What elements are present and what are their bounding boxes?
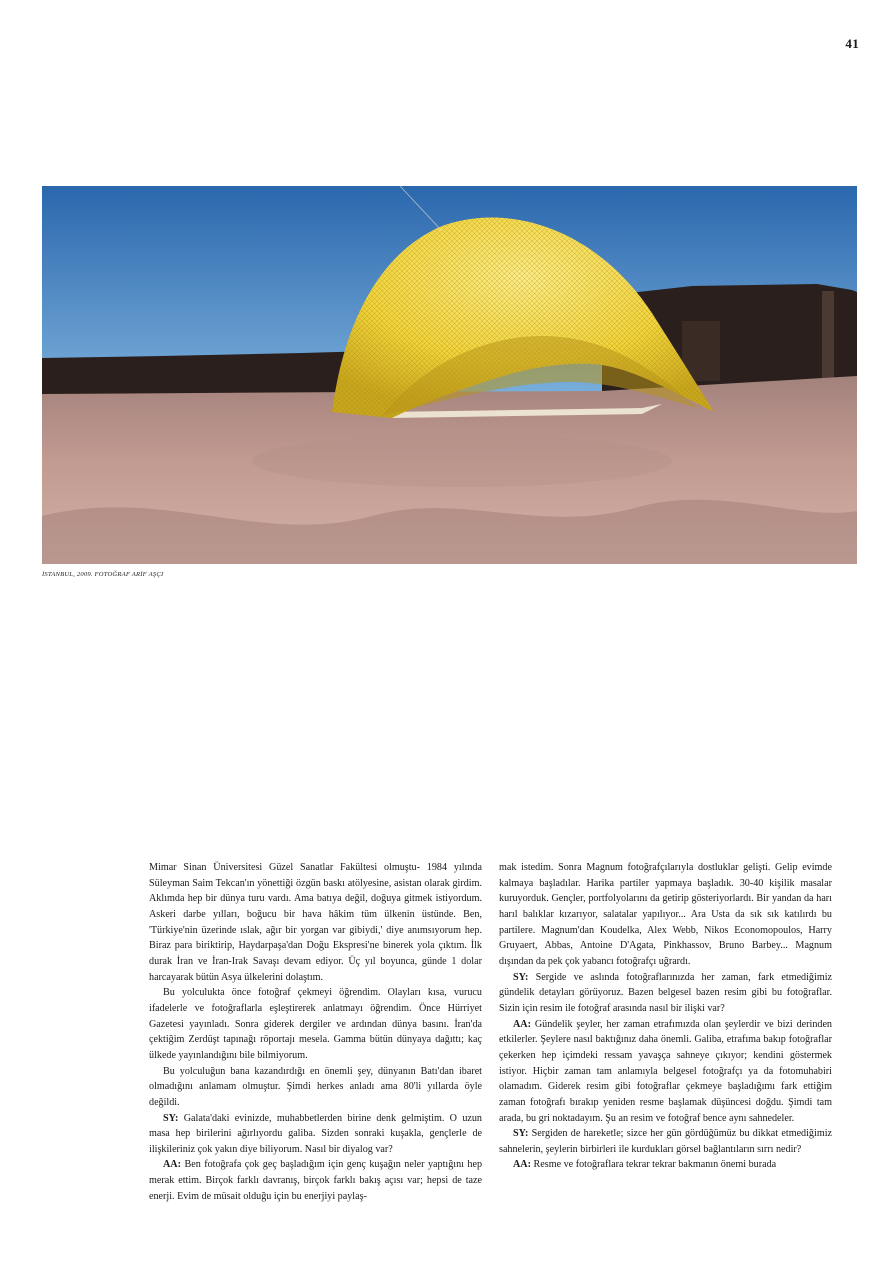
speaker-label: SY: — [513, 1128, 529, 1140]
paragraph — [149, 1111, 482, 1158]
page-number: 41 — [845, 36, 859, 51]
paragraph-text: Sergide ve aslında fotoğraflarınızda her zaman, fark etmediğimiz gündelik detayları görüyoruz. Bazen belgesel bazen resim gibi bu fotoğraflar. Sizin için resim ile fotoğraf arasında nasıl bir ilişki var? — [499, 971, 832, 1014]
paragraph-text: Gündelik şeyler, her zaman etrafımızda olan şeylerdir ve bizi derinden etkilerler. Şeylere nasıl baktığınız daha önemli. Galiba, etrafıma bakıp fotoğraflar çekerken hep içimdeki ressam yavaşça sahneye çıkıyor; kendini göstermek istiyor. Hiçbir zaman tam anlamıyla belgesel fotoğrafçı ya da fotomuhabiri olamadım. Giderek resim gibi fotoğraflar çekmeye başladığımı fark ettiğim zaman fotoğrafı bırakıp yeniden resme başlamak düşüncesi doğdu. Şimdi tam arada, bu gri noktadayım. Şu an resim ve fotoğraf bence aynı sahnedeler. — [499, 1018, 832, 1124]
paragraph-text: Galata'daki evinizde, muhabbetlerden birine denk gelmiştim. O uzun masa hep birilerini ağırlıyordu galiba. Sizden sonraki kuşakla, gençlerle de ilişkileriniz çok yakın diye biliyorum. Nasıl bir diyalog var? — [149, 1112, 482, 1155]
speaker-label: AA: — [513, 1159, 531, 1171]
speaker-label: SY: — [513, 971, 529, 983]
paragraph-text: Bu yolculuğun bana kazandırdığı en önemli şey, dünyanın Batı'dan ibaret olmadığını anlamam olmuştur. Şimdi herkes anladı ama 80'li yıllarda öyle değildi. — [149, 1065, 482, 1108]
speaker-label: AA: — [163, 1159, 181, 1171]
paragraph — [149, 860, 482, 985]
paragraph — [149, 1157, 482, 1204]
paragraph-text: mak istedim. Sonra Magnum fotoğrafçılarıyla dostluklar gelişti. Gelip evimde kalmaya başladılar. Harika partiler yapmaya başladık. 30-40 kişilik masalar kuruyorduk. Gençler, portfolyolarını da getirip gösteriyorlardı. Bir yandan da harı harıl balıklar kızarıyor, salatalar yapılıyor... Ara Usta da sık sık katılırdı bu partilere. Magnum'dan Koudelka, Alex Webb, Nikos Economopoulos, Harry Gruyaert, Abbas, Antoine D'Agata, Pinkhassov, Bruno Barbey... Magnum dışından da pek çok yabancı fotoğrafçı uğrardı. — [499, 862, 832, 967]
photo — [42, 186, 857, 564]
paragraph-text: Ben fotoğrafa çok geç başladığım için genç kuşağın neler yaptığını hep merak ettim. Birçok farklı davranış, birçok farklı bakış açısı var; hepsi de taze enerji. Evim de müsait olduğu için bu enerjiyi paylaş- — [149, 1159, 483, 1202]
paragraph — [149, 1064, 482, 1111]
paragraph-text: Sergiden de hareketle; sizce her gün gördüğümüz bu dikkat etmediğimiz sahnelerin, şeylerin birbirleri ile kurdukları görsel bağlantıların sırrı nedir? — [499, 1128, 832, 1155]
paragraph — [499, 1126, 832, 1157]
speaker-label: AA: — [513, 1018, 531, 1030]
text-column-right — [499, 860, 832, 1173]
paragraph — [499, 970, 832, 1017]
speaker-label: SY: — [163, 1112, 179, 1124]
paragraph-text: Mimar Sinan Üniversitesi Güzel Sanatlar Fakültesi olmuştu- 1984 yılında Süleyman Saim Tekcan'ın yönettiği özgün baskı atölyesine, asistan olarak girdim. Aklımda hep bir dünya turu vardı. Ama batıya değil, doğuya gitmek istiyordum. Askeri darbe yılları, boğucu bir hava hâkim tüm ülkenin üstünde. Ben, 'Türkiye'nin üzerinde ıslak, ağır bir yorgan var gibiydi,' diye anımsıyorum hep. Biraz para biriktirip, Haydarpaşa'dan Doğu Ekspresi'ne binerek yola çıktım. İlk durak İran ve İran-Irak Savaşı devam ediyor. Üç yıl boyunca, günde 1 dolar harcayarak bütün Asya ülkelerini dolaştım. — [149, 862, 482, 983]
paragraph — [149, 985, 482, 1063]
paragraph-text: Bu yolculukta önce fotoğraf çekmeyi öğrendim. Olayları kısa, vurucu ifadelerle ve fotoğraflarla eşleştirerek anlatmayı öğrendim. Önce Hürriyet Gazetesi yayınladı. Sonra giderek dergiler ve ardından dünya basını. İran'da çektiğim Zerdüşt tapınağı röportajı mesela. Gamma bütün dünyaya dağıttı; kaç ülkede yayınlandığını bile bilmiyorum. — [149, 987, 482, 1061]
text-column-left — [149, 860, 482, 1204]
paragraph-text: Resme ve fotoğraflara tekrar tekrar bakmanın önemi burada — [533, 1159, 777, 1171]
paragraph — [499, 1017, 832, 1127]
photo-caption: İSTANBUL, 2009. FOTOĞRAF ARİF AŞÇI — [42, 571, 164, 578]
wall-texture — [252, 435, 672, 487]
paragraph — [499, 860, 832, 970]
paragraph — [499, 1157, 832, 1173]
